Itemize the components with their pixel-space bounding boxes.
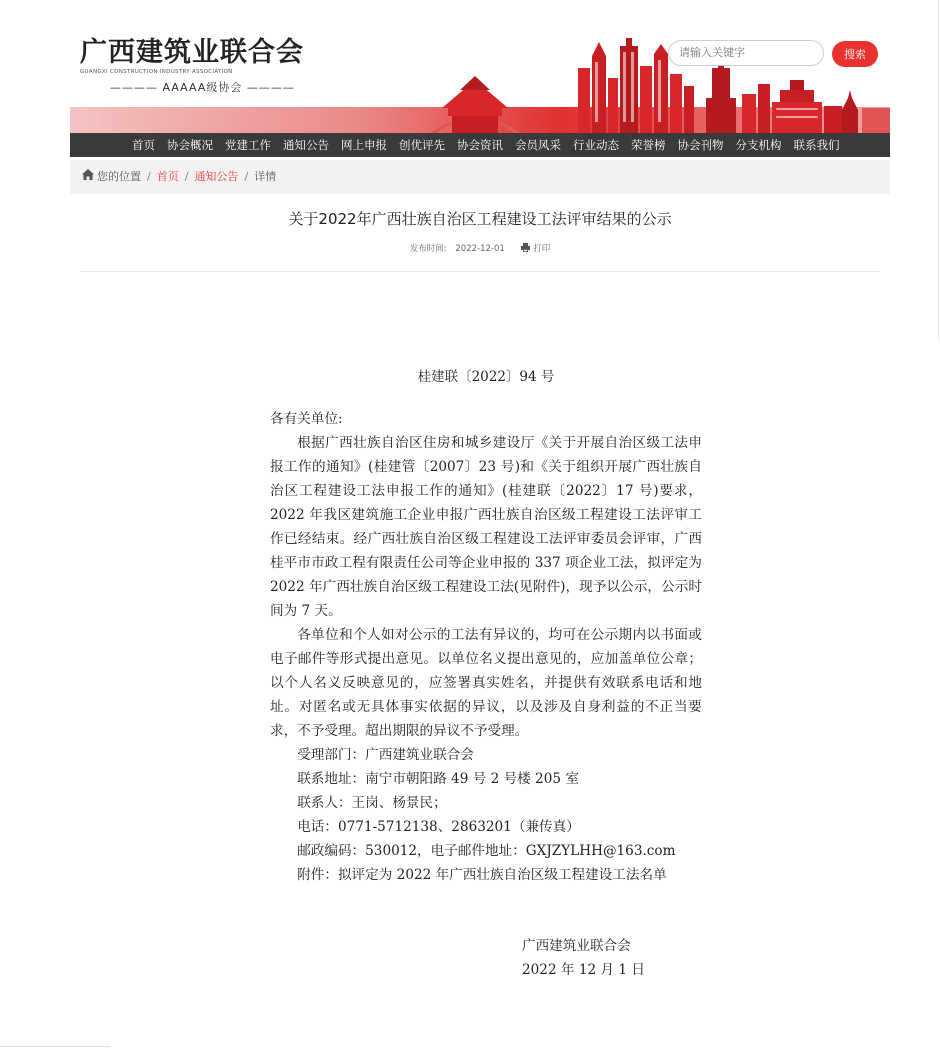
contact-department: 受理部门：广西建筑业联合会	[297, 747, 474, 763]
body-paragraph-1: 根据广西壮族自治区住房和城乡建设厅《关于开展自治区级工法申报工作的通知》(桂建管〔2007〕23 号)和《关于组织开展广西壮族自治区工程建设工法申报工作的通知》(桂建联〔2022〕17 号)要求，2022 年我区建筑施工企业申报广西壮族自治区级工程建设工法评审工作已经结束。经广西壮族自治区级工程建设工法评审委员会评审，广西桂平市市政工程有限责任公司等企业申报的 337 项企业工法，拟评定为 2022 年广西壮族自治区级工程建设工法(见附件)，现予以公示，公示时间为 7 天。	[270, 435, 702, 619]
nav-item-party[interactable]: 党建工作	[225, 138, 271, 152]
salutation: 各有关单位:	[270, 411, 343, 427]
search-input[interactable]	[668, 40, 824, 66]
nav-item-honors[interactable]: 荣誉榜	[631, 138, 666, 152]
document-number: 桂建联〔2022〕94 号	[417, 369, 555, 385]
article-title: 关于2022年广西壮族自治区工程建设工法评审结果的公示	[288, 210, 672, 228]
body-paragraph-2: 各单位和个人如对公示的工法有异议的，均可在公示期内以书面或电子邮件等形式提出意见。以单位名义提出意见的，应加盖单位公章；以个人名义反映意见的，应签署真实姓名，并提供有效联系电话和地址。对匿名或无具体事实依据的异议，以及涉及自身利益的不正当要求，不予受理。超出期限的异议不予受理。	[270, 627, 702, 739]
page-edge-rule	[938, 0, 939, 340]
article-meta	[80, 242, 880, 254]
print-label: 打印	[533, 244, 551, 254]
date-label: 发布时间:	[409, 244, 447, 254]
publish-date: 2022-12-01	[455, 244, 505, 254]
nav-item-notices[interactable]: 通知公告	[283, 138, 329, 152]
breadcrumb-section-link[interactable]: 通知公告	[194, 170, 239, 183]
title-divider	[80, 271, 880, 272]
contact-postal-email: 邮政编码：530012，电子邮件地址：GXJZYLHH@163.com	[297, 843, 676, 859]
print-link[interactable]	[521, 244, 550, 254]
nav-item-online-apply[interactable]: 网上申报	[341, 138, 387, 152]
signature-block	[522, 934, 645, 982]
nav-item-members[interactable]: 会员风采	[515, 138, 561, 152]
nav-item-about[interactable]: 协会概况	[167, 138, 213, 152]
nav-item-contact[interactable]: 联系我们	[793, 138, 840, 152]
breadcrumb-home-link[interactable]: 首页	[156, 170, 179, 183]
nav-item-news[interactable]: 协会资讯	[457, 138, 503, 152]
nav-item-branches[interactable]: 分支机构	[735, 138, 782, 152]
breadcrumb: 您的位置 / 首页 / 通知公告 / 详情	[70, 160, 890, 194]
logo-english-name: GUANGXI CONSTRUCTION INDUSTRY ASSOCIATION	[80, 69, 233, 75]
site-logo[interactable]	[80, 38, 304, 95]
footer-rule	[0, 1046, 110, 1047]
site-header	[70, 0, 890, 133]
logo-grade: ———— AAAAA级协会 ————	[110, 81, 295, 94]
attachment-line[interactable]: 附件：拟评定为 2022 年广西壮族自治区级工程建设工法名单	[297, 867, 667, 883]
nav-item-industry[interactable]: 行业动态	[573, 138, 619, 152]
search-button[interactable]: 搜索	[832, 41, 878, 67]
nav-item-publications[interactable]: 协会刊物	[677, 138, 724, 152]
print-icon	[521, 243, 530, 252]
article-body	[270, 407, 702, 887]
signature-organization: 广西建筑业联合会	[522, 938, 631, 954]
contact-person: 联系人：王岗、杨景民；	[297, 795, 447, 811]
nav-item-home[interactable]: 首页	[132, 138, 155, 152]
nav-item-awards[interactable]: 创优评先	[399, 138, 445, 152]
breadcrumb-current: 详情	[254, 170, 277, 183]
logo-title: 广西建筑业联合会	[80, 37, 304, 68]
home-icon	[82, 160, 94, 194]
contact-phone: 电话：0771-5712138、2863201（兼传真）	[297, 819, 580, 835]
main-nav	[70, 133, 890, 157]
contact-address: 联系地址：南宁市朝阳路 49 号 2 号楼 205 室	[297, 771, 579, 787]
breadcrumb-label: 您的位置	[97, 170, 141, 183]
signature-date: 2022 年 12 月 1 日	[522, 962, 645, 978]
